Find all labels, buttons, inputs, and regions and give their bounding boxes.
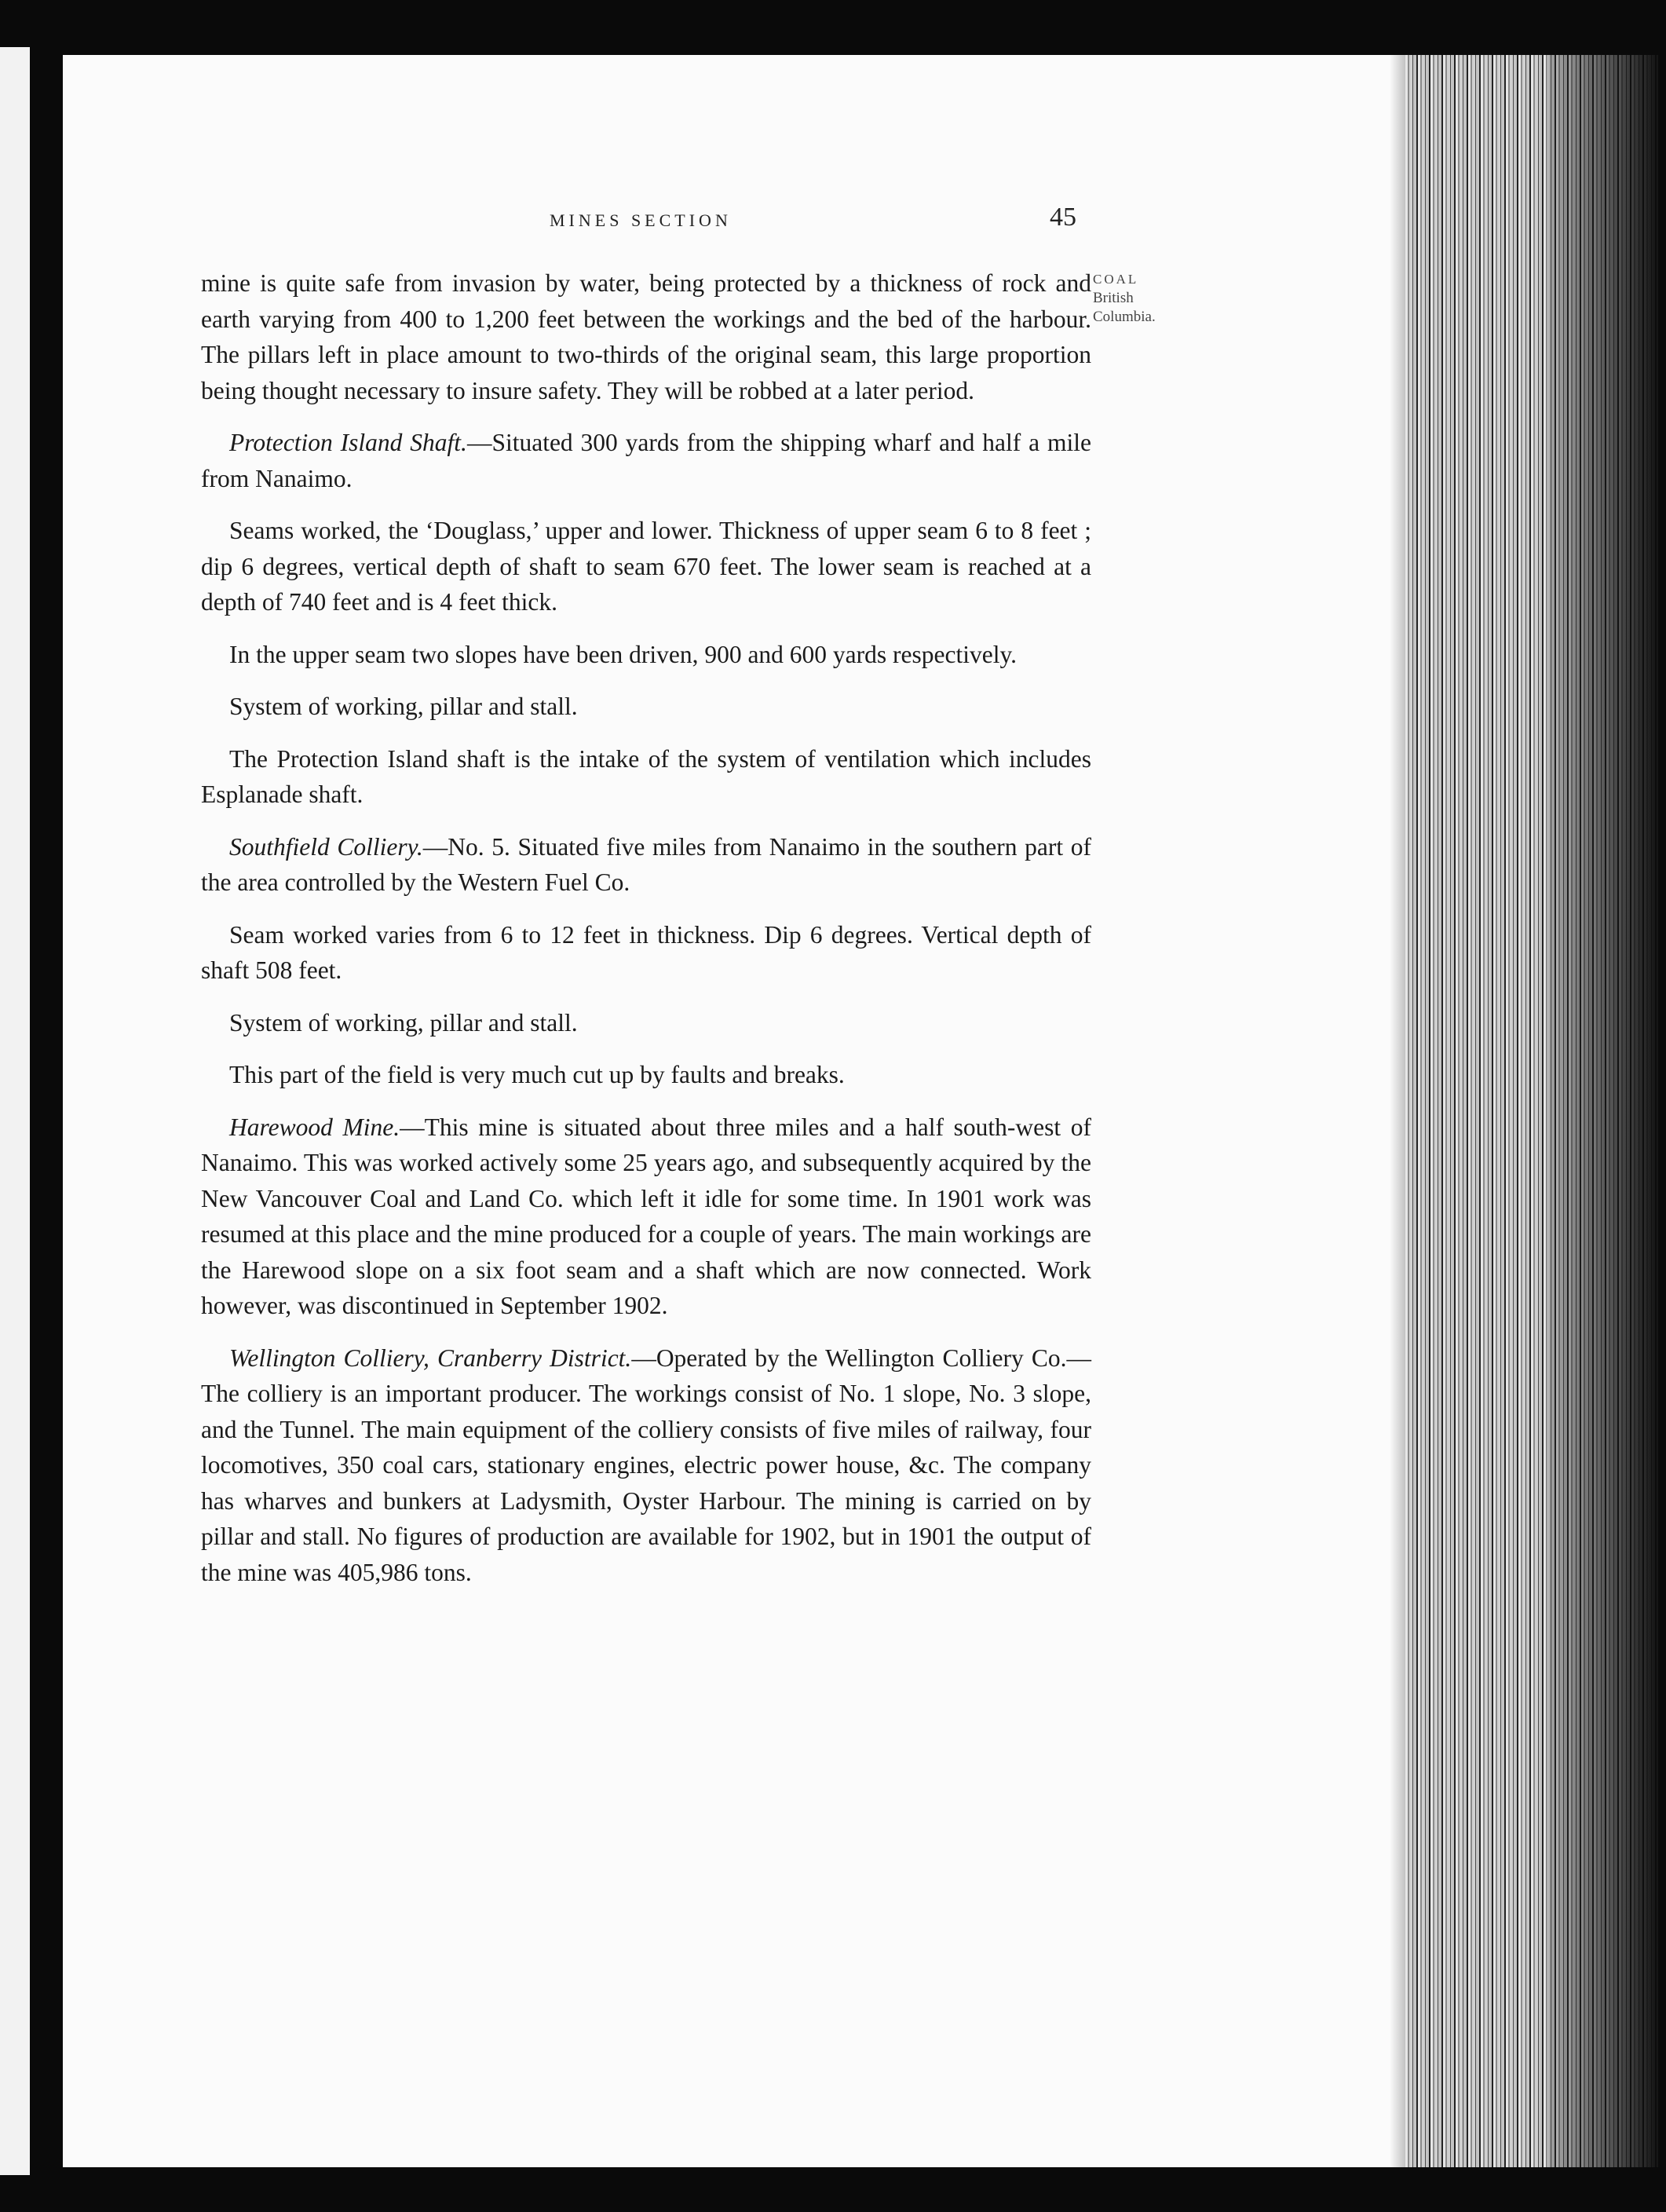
- paragraph-text: —This mine is situated about three miles and a half south-west of Nanaimo. This was worked actively some 25 years ago, and subsequently acquired by the New Vancouver Coal and Land Co. which left it idle for some time. In 1901 work was resumed at this place and the mine produced for a couple of years. The main workings are the Harewood slope on a six foot seam and a shaft which are now connected. Work however, was discontinued in September 1902.: [201, 1113, 1091, 1319]
- facing-page-edge: [0, 47, 30, 2175]
- section-heading: Wellington Colliery, Cranberry District.: [229, 1344, 632, 1372]
- paragraph: [201, 917, 1091, 989]
- paragraph-text: System of working, pillar and stall.: [229, 693, 578, 720]
- margin-note: [1093, 270, 1211, 327]
- section-heading: Harewood Mine.: [229, 1113, 400, 1141]
- section-heading: Protection Island Shaft.: [229, 429, 467, 456]
- paragraph-text: This part of the field is very much cut up by faults and breaks.: [229, 1061, 845, 1088]
- page-stack-edges: [1405, 55, 1658, 2167]
- paragraph: [201, 829, 1091, 901]
- paragraph-text: mine is quite safe from invasion by water, being protected by a thickness of rock and earth varying from 400 to 1,200 feet between the workings and the bed of the harbour. The pillars left in place amount to two-thirds of the original seam, this large proportion being thought necessary to insure safety. They will be robbed at a later period.: [201, 269, 1091, 404]
- paragraph: [201, 513, 1091, 620]
- paragraph-text: Seams worked, the ‘Douglass,’ upper and lower. Thickness of upper seam 6 to 8 feet ; dip 6 degrees, vertical depth of shaft to seam 670 feet. The lower seam is reached at a depth of 740 feet and is 4 feet thick.: [201, 517, 1091, 616]
- paragraph: [201, 1110, 1091, 1324]
- paragraph: [201, 1057, 1091, 1093]
- paragraph: [201, 689, 1091, 725]
- paragraph: [201, 265, 1091, 408]
- paragraph: [201, 425, 1091, 496]
- section-heading: Southfield Colliery.: [229, 832, 423, 861]
- paragraph-text: —Situated 300 yards from the shipping wharf and half a mile from Nanaimo.: [201, 429, 1091, 492]
- paragraph: [201, 741, 1091, 813]
- page-number: 45: [1050, 203, 1076, 232]
- paragraph-text: System of working, pillar and stall.: [229, 1008, 578, 1037]
- paragraph-text: —No. 5. Situated five miles from Nanaimo in the southern part of the area controlled by the Western Fuel Co.: [201, 832, 1091, 896]
- paragraph-text: Seam worked varies from 6 to 12 feet in thickness. Dip 6 degrees. Vertical depth of shaft 508 feet.: [201, 920, 1091, 984]
- paragraph: [201, 1340, 1091, 1591]
- paragraph-text: In the upper seam two slopes have been driven, 900 and 600 yards respectively.: [229, 640, 1018, 668]
- running-head: MINES SECTION: [550, 210, 732, 230]
- paragraph: [201, 1005, 1091, 1041]
- paragraph-text: The Protection Island shaft is the intake of the system of ventilation which includes Esplanade shaft.: [201, 744, 1091, 808]
- paragraph: [201, 637, 1091, 673]
- body-text: [201, 265, 1091, 1607]
- margin-note-line: COAL: [1093, 272, 1139, 287]
- margin-note-line: British: [1093, 290, 1134, 306]
- paragraph-text: —Operated by the Wellington Colliery Co.—The colliery is an important producer. The workings consist of No. 1 slope, No. 3 slope, and the Tunnel. The main equipment of the colliery consists of five miles of railway, four locomotives, 350 coal cars, stationary engines, electric power house, &c. The company has wharves and bunkers at Ladysmith, Oyster Harbour. The mining is carried on by pillar and stall. No figures of production are available for 1902, but in 1901 the output of the mine was 405,986 tons.: [201, 1344, 1091, 1586]
- margin-note-line: Columbia.: [1093, 309, 1156, 325]
